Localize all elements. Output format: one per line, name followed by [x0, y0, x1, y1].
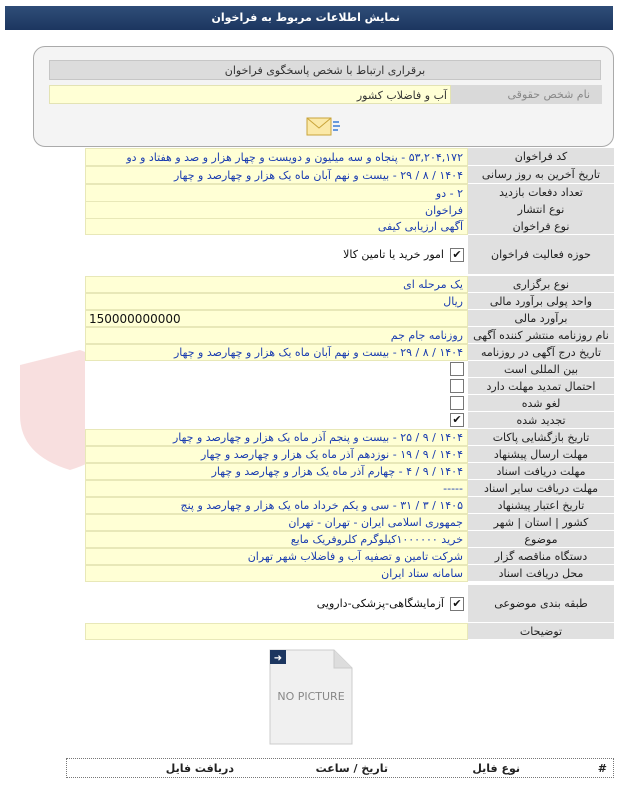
field-value: ۲ - دو — [85, 184, 468, 202]
field-value — [85, 361, 468, 378]
envelope-icon[interactable] — [305, 113, 341, 139]
field-value: جمهوری اسلامی ایران - تهران - تهران — [85, 514, 468, 531]
field-value — [85, 395, 468, 412]
field-label: تاریخ بازگشایی پاکات — [468, 429, 614, 446]
field-label: نوع برگزاری — [468, 276, 614, 293]
field-label: تاریخ اعتبار پیشنهاد — [468, 497, 614, 514]
checkbox[interactable] — [450, 362, 464, 376]
legal-person-value: آب و فاضلاب کشور — [49, 85, 451, 104]
checkbox[interactable]: ✔ — [450, 413, 464, 427]
field-value: سامانه ستاد ایران — [85, 565, 468, 582]
page-title: نمایش اطلاعات مربوط به فراخوان — [211, 11, 400, 24]
field-label: مهلت دریافت اسناد — [468, 463, 614, 480]
field-label: مهلت دریافت سایر اسناد — [468, 480, 614, 497]
field-row — [85, 585, 614, 623]
field-value: ۱۴۰۴ / ۹ / ۱۹ - نوزدهم آذر ماه یک هزار و چهارصد و چهار — [85, 446, 468, 463]
field-row — [85, 148, 614, 166]
page-header — [5, 6, 613, 30]
field-row — [85, 218, 614, 235]
files-col-download: دریافت فایل — [165, 762, 234, 775]
field-label: بین المللی است — [468, 361, 614, 378]
files-col-type: نوع فایل — [472, 762, 520, 775]
field-value: ریال — [85, 293, 468, 310]
field-value: روزنامه جام جم — [85, 327, 468, 344]
field-value: ۱۴۰۴ / ۹ / ۴ - چهارم آذر ماه یک هزار و چهارصد و چهار — [85, 463, 468, 480]
field-label: نوع فراخوان — [468, 218, 614, 235]
field-row — [85, 446, 614, 463]
field-label: تجدید شده — [468, 412, 614, 429]
field-row — [85, 531, 614, 548]
field-value — [85, 235, 468, 275]
contact-title: برقراری ارتباط با شخص پاسخگوی فراخوان — [49, 60, 601, 80]
field-value: خرید ۱۰۰۰۰۰۰کیلوگرم کلروفریک مایع — [85, 531, 468, 548]
field-value: ۱۴۰۴ / ۸ / ۲۹ - بیست و نهم آبان ماه یک هزار و چهارصد و چهار — [85, 166, 468, 184]
files-col-number: # — [597, 762, 607, 775]
field-label: تعداد دفعات بازدید — [468, 184, 614, 202]
legal-person-label: نام شخص حقوقی — [450, 85, 602, 104]
field-row — [85, 184, 614, 202]
checkbox[interactable] — [450, 379, 464, 393]
field-label: برآورد مالی — [468, 310, 614, 327]
files-col-date: تاریخ / ساعت — [315, 762, 388, 775]
field-label: موضوع — [468, 531, 614, 548]
checkbox[interactable]: ✔ — [450, 597, 464, 611]
checkbox-label: امور خرید یا تامین کالا — [343, 248, 444, 261]
field-row — [85, 235, 614, 275]
field-value: یک مرحله ای — [85, 276, 468, 293]
field-label: مهلت ارسال پیشنهاد — [468, 446, 614, 463]
field-row — [85, 293, 614, 310]
field-row — [85, 327, 614, 344]
field-label: کشور | استان | شهر — [468, 514, 614, 531]
field-row — [85, 623, 614, 640]
field-label: حوزه فعالیت فراخوان — [468, 235, 614, 275]
field-label: نام روزنامه منتشر کننده آگهی — [468, 327, 614, 344]
field-label: تاریخ درج آگهی در روزنامه — [468, 344, 614, 361]
field-value — [85, 412, 468, 429]
no-picture-text: NO PICTURE — [277, 690, 345, 703]
field-value: ۱۴۰۵ / ۳ / ۳۱ - سی و یکم خرداد ماه یک هزار و چهارصد و پنج — [85, 497, 468, 514]
field-value: آگهی ارزیابی کیفی — [85, 218, 468, 235]
field-row — [85, 412, 614, 429]
field-label: توضیحات — [468, 623, 614, 640]
field-value: ۱۴۰۴ / ۸ / ۲۹ - بیست و نهم آبان ماه یک هزار و چهارصد و چهار — [85, 344, 468, 361]
field-row — [85, 497, 614, 514]
field-row — [85, 463, 614, 480]
field-label: دستگاه مناقصه گزار — [468, 548, 614, 565]
field-row — [85, 514, 614, 531]
field-label: واحد پولی برآورد مالی — [468, 293, 614, 310]
checkbox[interactable]: ✔ — [450, 248, 464, 262]
no-picture-image — [268, 648, 354, 746]
field-value: ----- — [85, 480, 468, 497]
field-row — [85, 429, 614, 446]
field-row — [85, 395, 614, 412]
field-row — [85, 565, 614, 582]
field-row — [85, 276, 614, 293]
files-table-header — [66, 758, 614, 778]
field-row — [85, 344, 614, 361]
field-value: 150000000000 — [85, 310, 468, 327]
field-value — [85, 623, 468, 640]
field-value: فراخوان — [85, 201, 468, 219]
field-label: نوع انتشار — [468, 201, 614, 219]
checkbox-label: آزمایشگاهی-پزشکی-دارویی — [316, 597, 444, 610]
field-label: کد فراخوان — [468, 148, 614, 166]
field-row — [85, 378, 614, 395]
field-value — [85, 585, 468, 623]
field-value — [85, 378, 468, 395]
field-value: ۱۴۰۴ / ۹ / ۲۵ - بیست و پنجم آذر ماه یک هزار و چهارصد و چهار — [85, 429, 468, 446]
field-label: احتمال تمدید مهلت دارد — [468, 378, 614, 395]
field-row — [85, 480, 614, 497]
field-row — [85, 201, 614, 219]
svg-text:➜: ➜ — [273, 653, 283, 664]
field-row — [85, 548, 614, 565]
field-label: لغو شده — [468, 395, 614, 412]
field-row — [85, 361, 614, 378]
field-label: طبقه بندی موضوعی — [468, 585, 614, 623]
checkbox[interactable] — [450, 396, 464, 410]
field-label: تاریخ آخرین به روز رسانی — [468, 166, 614, 184]
field-label: محل دریافت اسناد — [468, 565, 614, 582]
field-value: شرکت تامین و تصفیه آب و فاضلاب شهر تهران — [85, 548, 468, 565]
field-row — [85, 166, 614, 184]
field-value: ۵۳,۲۰۴,۱۷۲ - پنجاه و سه میلیون و دویست و چهار هزار و صد و هفتاد و دو — [85, 148, 468, 166]
field-row — [85, 310, 614, 327]
